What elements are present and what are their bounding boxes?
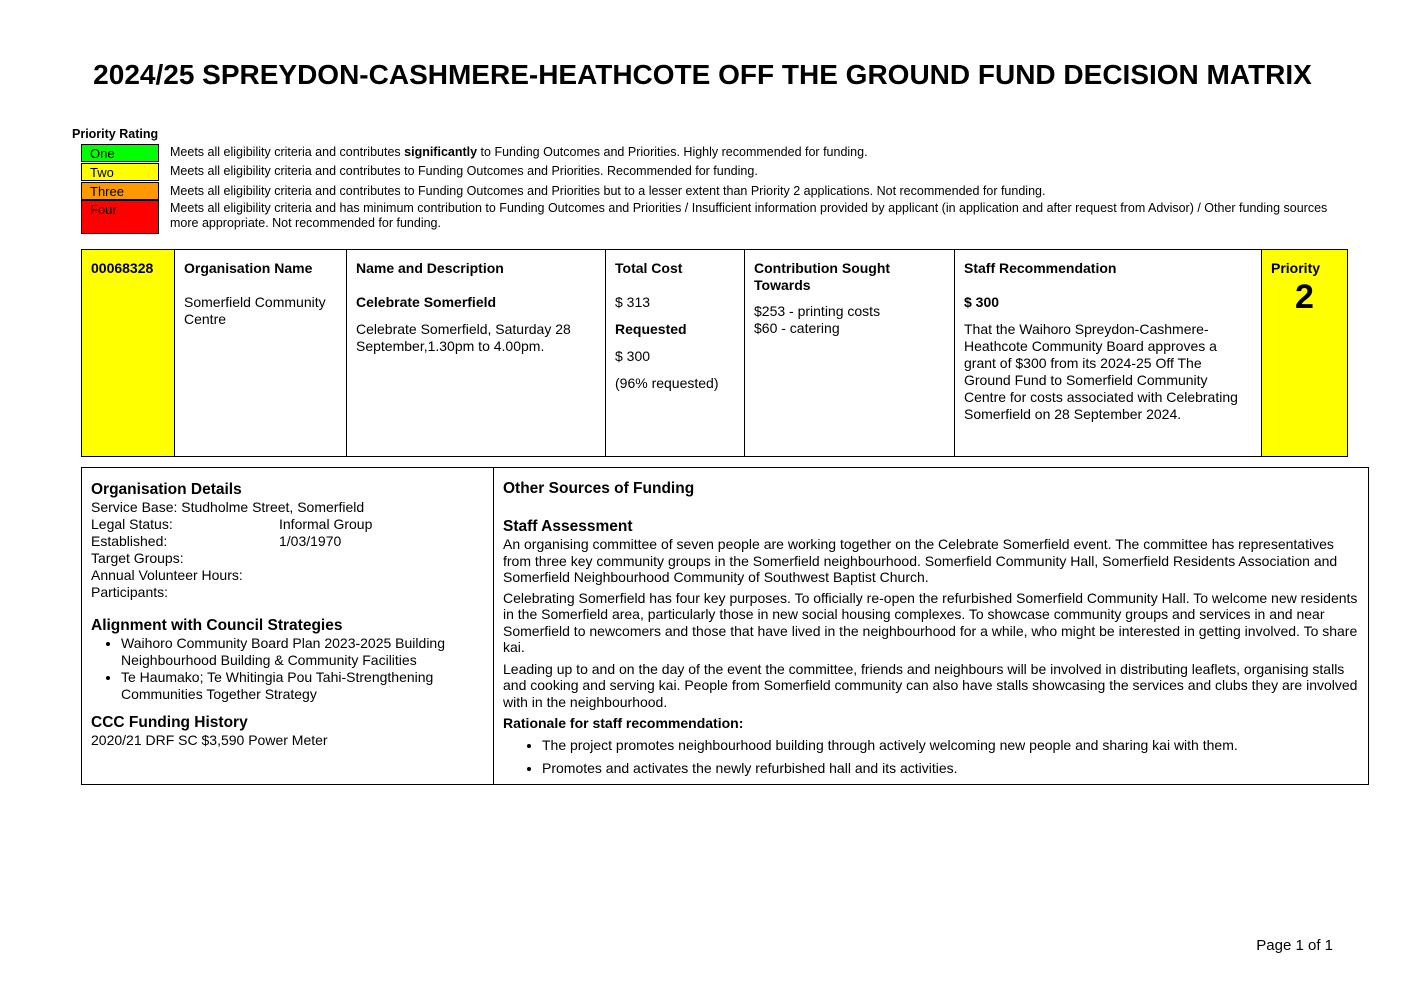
organisation-name: Somerfield Community Centre: [184, 294, 326, 327]
page-number: Page 1 of 1: [1256, 937, 1333, 954]
name-description-cell: [347, 250, 606, 456]
alignment-item: • Waihoro Community Board Plan 2023-2025 Building Neighbourhood Building & Community Facilities: [121, 635, 484, 669]
priority-badge-one: One: [81, 144, 159, 162]
total-cost-header: Total Cost: [615, 260, 683, 276]
rationale-heading: Rationale for staff recommendation:: [503, 715, 744, 731]
legal-status-value: Informal Group: [279, 516, 373, 532]
priority-cell: [1262, 250, 1347, 456]
details-section: [81, 467, 1369, 785]
established-value: 1/03/1970: [279, 533, 342, 549]
priority-desc-three: Meets all eligibility criteria and contributes to Funding Outcomes and Priorities but to a lesser extent than Priority 2 applications. Not recommended for funding.: [170, 184, 1046, 198]
organisation-cell: [175, 250, 347, 456]
participants: Participants:: [91, 584, 169, 600]
rationale-item: • Promotes and activates the newly refurbished hall and its activities.: [542, 760, 1359, 777]
legal-status-row: [91, 516, 484, 533]
alignment-item: • Te Haumako; Te Whitingia Pou Tahi-Strengthening Communities Together Strategy: [121, 669, 484, 703]
assessment-panel: [494, 468, 1368, 784]
contribution-cell: [745, 250, 955, 456]
organisation-header: Organisation Name: [184, 260, 313, 276]
organisation-details-panel: [82, 468, 494, 784]
funding-history-heading: CCC Funding History: [91, 714, 248, 731]
contribution-line: $253 - printing costs: [754, 303, 881, 319]
service-base: Service Base: Studholme Street, Somerfield: [91, 499, 365, 515]
legal-status-label: Legal Status:: [91, 516, 173, 532]
contribution-header: Contribution Sought Towards: [754, 260, 891, 293]
project-description: Celebrate Somerfield, Saturday 28 September,1.30pm to 4.00pm.: [356, 321, 571, 354]
priority-value: 2: [1295, 278, 1314, 316]
requested-percent: (96% requested): [615, 375, 719, 391]
alignment-heading: Alignment with Council Strategies: [91, 617, 343, 634]
other-sources-heading: Other Sources of Funding: [503, 480, 695, 497]
alignment-list: [91, 635, 484, 703]
total-cost-cell: [606, 250, 745, 456]
priority-desc-four: Meets all eligibility criteria and has minimum contribution to Funding Outcomes and Priorities / Insufficient information provided by applicant (in application and after request from Advisor) / Other funding sources more appropriate. Not recommended for funding.: [170, 201, 1328, 230]
application-id-cell: [82, 250, 175, 456]
assessment-paragraph: Celebrating Somerfield has four key purposes. To officially re-open the refurbished Somerfield Community Hall. To welcome new residents in the Somerfield area, particularly those in new social housing complexes. To showcase community groups and services in and near Somerfield to newcomers and those that have lived in the neighbourhood for a while, who might be interested in getting involved. To share kai.: [503, 589, 1358, 655]
rationale-item: • The project promotes neighbourhood building through actively welcoming new people and sharing kai with them.: [542, 737, 1359, 754]
organisation-details-heading: Organisation Details: [91, 481, 242, 498]
priority-badge-four: Four: [81, 200, 159, 234]
staff-recommendation-header: Staff Recommendation: [964, 260, 1117, 276]
priority-badge-two: Two: [81, 163, 159, 181]
application-table: [81, 249, 1348, 457]
priority-desc-two: Meets all eligibility criteria and contributes to Funding Outcomes and Priorities. Recommended for funding.: [170, 164, 758, 178]
requested-amount: $ 300: [615, 348, 651, 364]
project-name: Celebrate Somerfield: [356, 294, 497, 310]
total-cost-value: $ 313: [615, 294, 651, 310]
application-id: 00068328: [91, 260, 154, 276]
page-title: 2024/25 SPREYDON-CASHMERE-HEATHCOTE OFF THE GROUND FUND DECISION MATRIX: [93, 59, 1312, 90]
funding-history: 2020/21 DRF SC $3,590 Power Meter: [91, 732, 328, 748]
target-groups: Target Groups:: [91, 550, 184, 566]
rationale-list: [503, 737, 1359, 777]
staff-assessment-heading: Staff Assessment: [503, 518, 633, 535]
established-label: Established:: [91, 533, 168, 549]
name-description-header: Name and Description: [356, 260, 504, 276]
volunteer-hours: Annual Volunteer Hours:: [91, 567, 243, 583]
contribution-line: $60 - catering: [754, 320, 840, 336]
requested-label: Requested: [615, 321, 687, 337]
priority-badge-three: Three: [81, 182, 159, 200]
staff-recommendation-amount: $ 300: [964, 294, 1000, 310]
established-row: [91, 533, 484, 550]
assessment-paragraph: An organising committee of seven people are working together on the Celebrate Somerfield event. The committee has representatives from three key community groups in the Somerfield neighbourhood. Somerfield Community Hall, Somerfield Residents Association and Somerfield Neighbourhood Community of Southwest Baptist Church.: [503, 536, 1338, 585]
priority-rating-label: Priority Rating: [72, 127, 159, 141]
priority-desc-one: Meets all eligibility criteria and contributes significantly to Funding Outcomes and Priorities. Highly recommended for funding.: [170, 145, 868, 159]
assessment-paragraph: Leading up to and on the day of the event the committee, friends and neighbours will be involved in distributing leaflets, organising stalls and cooking and serving kai. People from Somerfield community can also have stalls showcasing the services and clubs they are involved with in the neighbourhood.: [503, 660, 1358, 710]
priority-header: Priority: [1271, 260, 1321, 276]
staff-recommendation-cell: [955, 250, 1262, 456]
staff-recommendation-text: That the Waihoro Spreydon-Cashmere-Heathcote Community Board approves a grant of $300 from its 2024-25 Off The Ground Fund to Somerfield Community Centre for costs associated with Celebrating Somerfield on 28 September 2024.: [964, 321, 1238, 422]
